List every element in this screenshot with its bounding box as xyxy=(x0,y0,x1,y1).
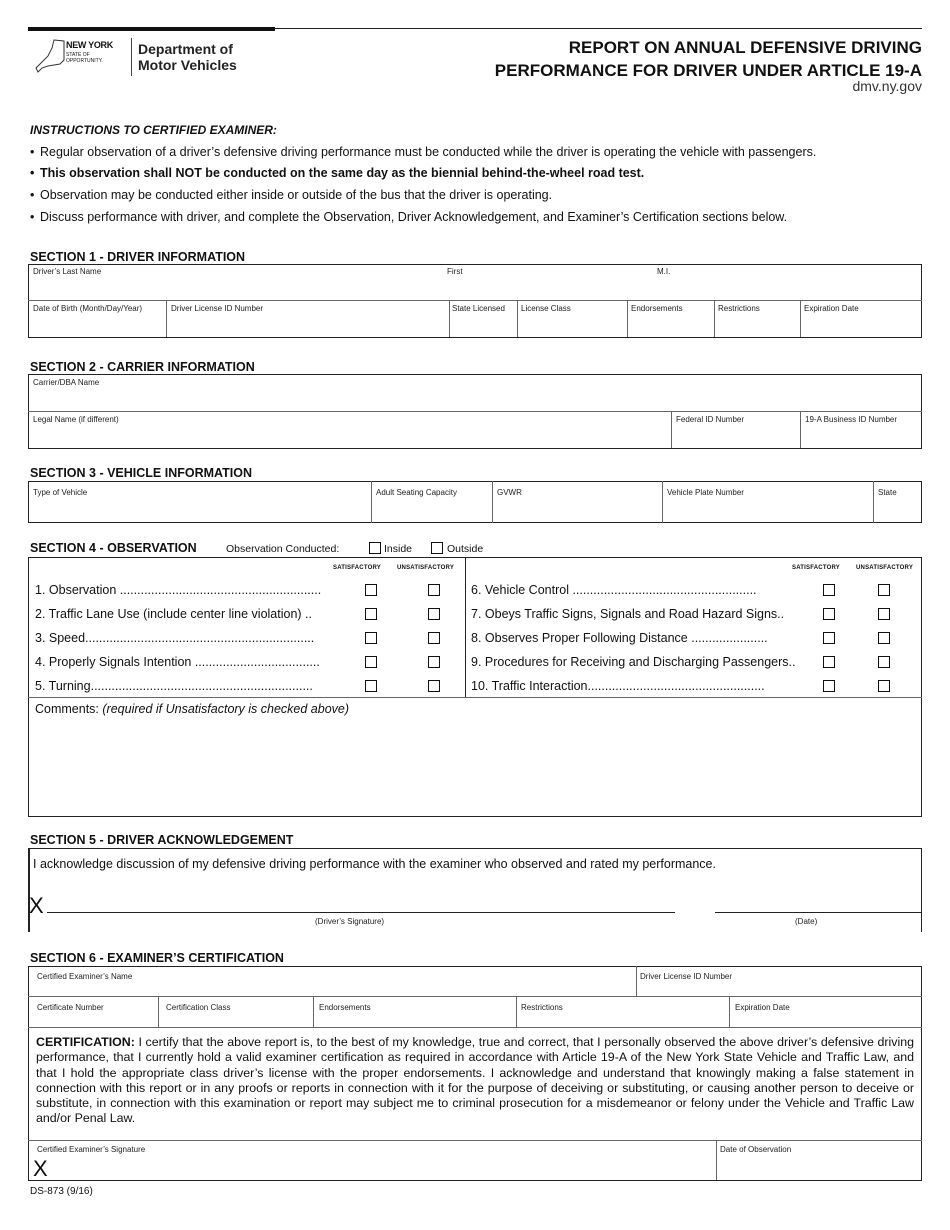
date-line[interactable] xyxy=(715,912,922,913)
instruction-item: • Observation may be conducted either inside or outside of the bus that the driver is operating. xyxy=(40,188,552,202)
first-name-field[interactable]: First xyxy=(447,267,463,276)
inside-checkbox[interactable] xyxy=(369,542,381,554)
divider xyxy=(517,300,518,337)
divider xyxy=(28,300,922,301)
unsatisfactory-header: UNSATISFACTORY xyxy=(856,565,914,571)
instruction-item: • Discuss performance with driver, and complete the Observation, Driver Acknowledgement, and Examiner’s Certification sections below. xyxy=(40,210,787,224)
examiner-expiration-field[interactable]: Expiration Date xyxy=(735,1003,790,1012)
satisfactory-header: SATISFACTORY xyxy=(792,565,840,571)
last-name-field[interactable]: Driver’s Last Name xyxy=(33,267,102,276)
divider xyxy=(449,300,450,337)
unsatisfactory-checkbox[interactable] xyxy=(878,632,890,644)
endorsements-field[interactable]: Endorsements xyxy=(631,304,683,313)
observation-item-left: 2. Traffic Lane Use (include center line violation) .. xyxy=(35,607,312,621)
department-name xyxy=(138,41,237,73)
gvwr-field[interactable]: GVWR xyxy=(497,488,522,497)
satisfactory-header: SATISFACTORY xyxy=(333,565,381,571)
section3-heading: SECTION 3 - VEHICLE INFORMATION xyxy=(30,466,252,480)
inside-label: Inside xyxy=(384,543,413,555)
carrier-name-field[interactable]: Carrier/DBA Name xyxy=(33,378,100,387)
form-title xyxy=(495,36,922,82)
certificate-number-field[interactable]: Certificate Number xyxy=(37,1003,104,1012)
expiration-date-field[interactable]: Expiration Date xyxy=(804,304,859,313)
date-label: (Date) xyxy=(795,917,818,926)
logo-text: NEW YORK xyxy=(66,40,113,50)
divider xyxy=(662,481,663,523)
signature-x: X xyxy=(29,893,44,918)
observation-date-field[interactable]: Date of Observation xyxy=(720,1145,792,1154)
observation-item-right: 8. Observes Proper Following Distance ...................... xyxy=(471,631,768,645)
examiner-endorsements-field[interactable]: Endorsements xyxy=(319,1003,371,1012)
observation-item-right: 9. Procedures for Receiving and Discharging Passengers.. xyxy=(471,655,796,669)
examiner-signature-field[interactable]: Certified Examiner’s Signature xyxy=(37,1145,146,1154)
observation-conducted-label: Observation Conducted: xyxy=(226,543,340,555)
divider xyxy=(800,300,801,337)
comments-label: Comments: xyxy=(35,702,103,716)
divider xyxy=(492,481,493,523)
divider xyxy=(166,300,167,337)
satisfactory-checkbox[interactable] xyxy=(823,680,835,692)
plate-number-field[interactable]: Vehicle Plate Number xyxy=(667,488,744,497)
satisfactory-checkbox[interactable] xyxy=(823,608,835,620)
section6-heading: SECTION 6 - EXAMINER’S CERTIFICATION xyxy=(30,951,284,965)
divider xyxy=(800,411,801,448)
instruction-item: • This observation shall NOT be conducted on the same day as the biennial behind-the-wheel road test. xyxy=(40,166,644,180)
certification-label: CERTIFICATION: xyxy=(36,1035,135,1049)
form-number: DS-873 (9/16) xyxy=(30,1186,93,1197)
divider xyxy=(873,481,874,523)
title-line2: PERFORMANCE FOR DRIVER UNDER ARTICLE 19-A xyxy=(494,61,922,80)
license-class-field[interactable]: License Class xyxy=(521,304,571,313)
comments-field[interactable] xyxy=(35,702,349,716)
satisfactory-checkbox[interactable] xyxy=(365,656,377,668)
plate-state-field[interactable]: State xyxy=(878,488,897,497)
state-licensed-field[interactable]: State Licensed xyxy=(452,304,505,313)
observation-item-right: 10. Traffic Interaction................................................... xyxy=(471,679,765,693)
business-id-field[interactable]: 19-A Business ID Number xyxy=(805,415,898,424)
website: dmv.ny.gov xyxy=(852,78,922,94)
outside-label: Outside xyxy=(447,543,484,555)
logo-subtext: STATE OF OPPORTUNITY. xyxy=(66,52,103,64)
examiner-restrictions-field[interactable]: Restrictions xyxy=(521,1003,563,1012)
vehicle-type-field[interactable]: Type of Vehicle xyxy=(33,488,88,497)
satisfactory-checkbox[interactable] xyxy=(823,656,835,668)
satisfactory-checkbox[interactable] xyxy=(365,632,377,644)
section5-heading: SECTION 5 - DRIVER ACKNOWLEDGEMENT xyxy=(30,833,294,847)
satisfactory-checkbox[interactable] xyxy=(365,680,377,692)
divider xyxy=(313,996,314,1027)
dept-line1: Department of xyxy=(138,41,233,57)
observation-item-left: 5. Turning................................................................ xyxy=(35,679,313,693)
unsatisfactory-checkbox[interactable] xyxy=(878,656,890,668)
divider xyxy=(636,966,637,996)
unsatisfactory-checkbox[interactable] xyxy=(428,584,440,596)
unsatisfactory-checkbox[interactable] xyxy=(428,608,440,620)
divider xyxy=(465,557,466,697)
signature-x: X xyxy=(33,1156,48,1181)
section1-heading: SECTION 1 - DRIVER INFORMATION xyxy=(30,250,246,264)
dob-field[interactable]: Date of Birth (Month/Day/Year) xyxy=(33,304,143,313)
divider xyxy=(28,1140,922,1141)
vehicle-info-box xyxy=(28,481,922,523)
driver-info-box xyxy=(28,264,922,338)
dl-id-field[interactable]: Driver License ID Number xyxy=(171,304,264,313)
satisfactory-checkbox[interactable] xyxy=(365,584,377,596)
top-rule-accent xyxy=(28,27,275,31)
unsatisfactory-checkbox[interactable] xyxy=(428,680,440,692)
divider xyxy=(371,481,372,523)
satisfactory-checkbox[interactable] xyxy=(823,632,835,644)
federal-id-field[interactable]: Federal ID Number xyxy=(676,415,745,424)
divider xyxy=(627,300,628,337)
examiner-dl-id-field[interactable]: Driver License ID Number xyxy=(640,972,733,981)
unsatisfactory-checkbox[interactable] xyxy=(428,632,440,644)
divider xyxy=(28,697,922,698)
divider xyxy=(714,300,715,337)
divider xyxy=(729,996,730,1027)
divider xyxy=(28,1027,922,1028)
section2-heading: SECTION 2 - CARRIER INFORMATION xyxy=(30,360,255,374)
observation-item-right: 6. Vehicle Control ..................................................... xyxy=(471,583,757,597)
unsatisfactory-header: UNSATISFACTORY xyxy=(397,565,455,571)
ny-state-logo-icon xyxy=(34,38,66,74)
certification-text: I certify that the above report is, to the best of my knowledge, true and correct, that I personally observed the above driver’s defensive driving performance, that I currently hold a valid examiner certification as required in accordance with Article 19-A of the New York State Vehicle and Traffic Law, and that I hold the appropriate class driver’s license with the proper endorsements. I acknowledge and understand that knowingly making a false statement in connection with this report or in any proofs or reports in connection with it for the purpose of deceiving or substituting, or causing another person to deceive or substitute, in connection with this examination or report may subject me to criminal prosecution for a misdemeanor or felony under the Vehicle and Traffic Law and/or Penal Law. xyxy=(36,1035,914,1126)
observation-item-left: 1. Observation .......................................................... xyxy=(35,583,322,597)
unsatisfactory-checkbox[interactable] xyxy=(428,656,440,668)
divider xyxy=(28,848,30,932)
restrictions-field[interactable]: Restrictions xyxy=(718,304,760,313)
driver-signature-line[interactable] xyxy=(47,912,675,913)
unsatisfactory-checkbox[interactable] xyxy=(878,608,890,620)
divider xyxy=(671,411,672,448)
divider xyxy=(158,996,159,1027)
driver-signature-label: (Driver’s Signature) xyxy=(315,917,385,926)
satisfactory-checkbox[interactable] xyxy=(365,608,377,620)
unsatisfactory-checkbox[interactable] xyxy=(878,680,890,692)
acknowledgement-text: I acknowledge discussion of my defensive driving performance with the examiner who observed and rated my performance. xyxy=(33,857,716,871)
observation-item-left: 4. Properly Signals Intention .................................... xyxy=(35,655,320,669)
divider xyxy=(716,1140,717,1180)
comments-note: (required if Unsatisfactory is checked above) xyxy=(102,702,350,716)
observation-item-right: 7. Obeys Traffic Signs, Signals and Road Hazard Signs.. xyxy=(471,607,785,621)
divider xyxy=(28,411,922,412)
logo-divider xyxy=(131,38,132,76)
certification-statement xyxy=(36,1035,914,1127)
certification-class-field[interactable]: Certification Class xyxy=(166,1003,231,1012)
mi-field[interactable]: M.I. xyxy=(657,267,671,276)
legal-name-field[interactable]: Legal Name (if different) xyxy=(33,415,119,424)
section4-heading: SECTION 4 - OBSERVATION xyxy=(30,541,197,555)
divider xyxy=(516,996,517,1027)
seating-capacity-field[interactable]: Adult Seating Capacity xyxy=(376,488,457,497)
examiner-name-field[interactable]: Certified Examiner’s Name xyxy=(37,972,133,981)
divider xyxy=(28,996,922,997)
observation-item-left: 3. Speed.................................................................. xyxy=(35,631,315,645)
instructions-heading: INSTRUCTIONS TO CERTIFIED EXAMINER: xyxy=(30,123,277,137)
outside-checkbox[interactable] xyxy=(431,542,443,554)
satisfactory-checkbox[interactable] xyxy=(823,584,835,596)
instruction-item: • Regular observation of a driver’s defensive driving performance must be conducted while the driver is operating the vehicle with passengers. xyxy=(40,145,816,159)
unsatisfactory-checkbox[interactable] xyxy=(878,584,890,596)
title-line1: REPORT ON ANNUAL DEFENSIVE DRIVING xyxy=(568,38,922,57)
dept-line2: Motor Vehicles xyxy=(138,57,237,73)
